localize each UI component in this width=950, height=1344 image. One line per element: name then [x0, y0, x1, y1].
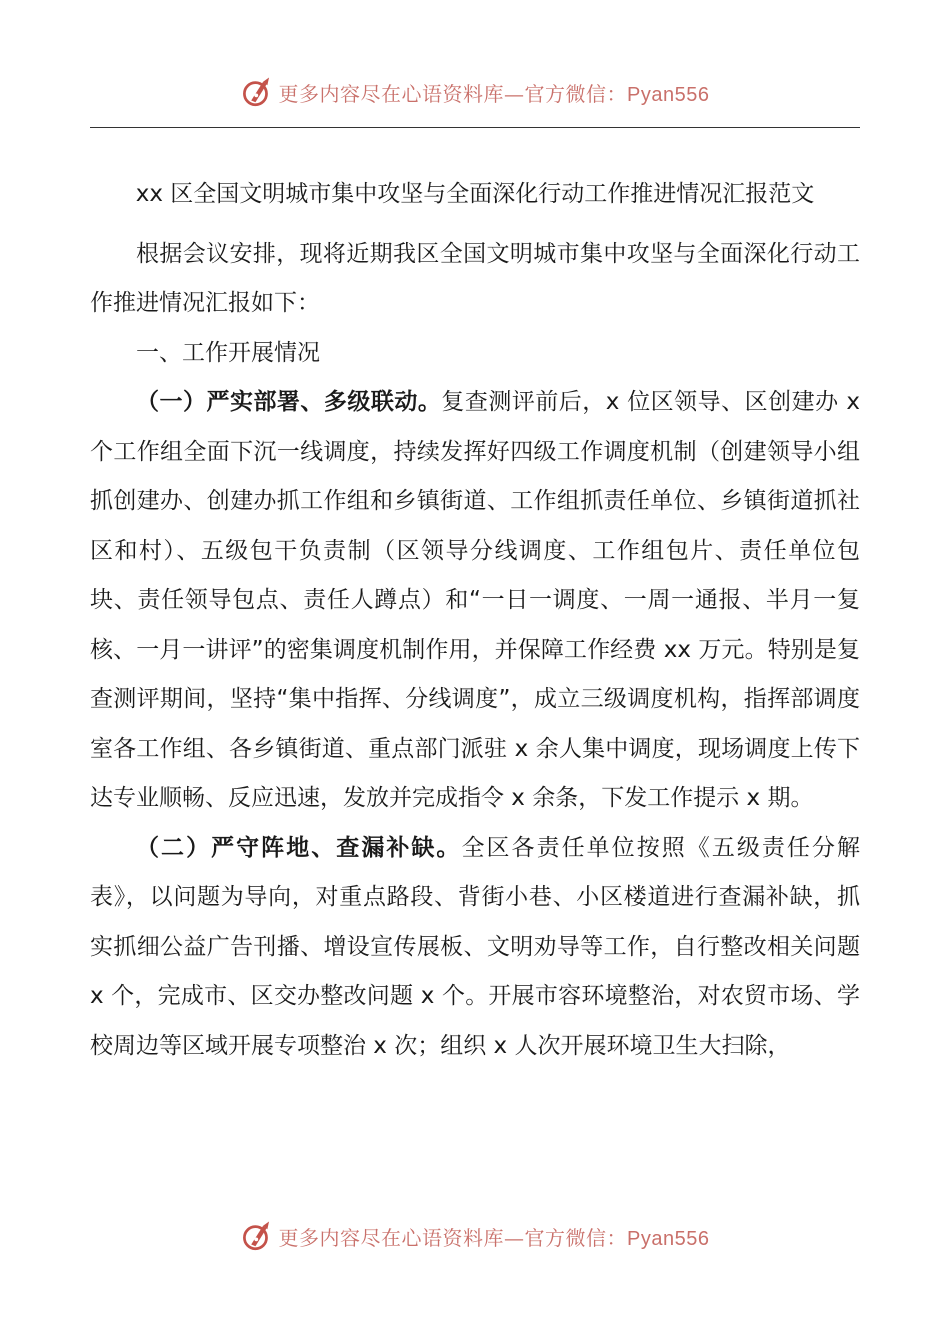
item-1-lead: （一）严实部署、多级联动。	[136, 389, 442, 415]
item-paragraph-1	[90, 378, 860, 824]
pen-nib-circle-icon	[241, 75, 275, 109]
section-heading: 一、工作开展情况	[136, 339, 320, 366]
intro-paragraph: 根据会议安排，现将近期我区全国文明城市集中攻坚与全面深化行动工作推进情况汇报如下：	[90, 240, 860, 316]
document-body	[90, 170, 860, 1071]
watermark-handle: Pyan556	[627, 83, 710, 106]
watermark-handle: Pyan556	[627, 1227, 710, 1250]
watermark-text: 更多内容尽在心语资料库—官方微信：Pyan556	[278, 1225, 710, 1250]
header-divider	[90, 127, 860, 128]
item-2-body: 全区各责任单位按照《五级责任分解表》，以问题为导向，对重点路段、背街小巷、小区楼道进行查漏补缺，抓实抓细公益广告刊播、增设宣传展板、文明劝导等工作，自行整改相关问题 x 个，完成市、区交办整改问题 x 个。开展市容环境整治，对农贸市场、学校周边等区域开展专项整治 x 次；组织 x 人次开展环境卫生大扫除，	[90, 834, 861, 1059]
item-paragraph-2	[90, 824, 860, 1072]
watermark-text: 更多内容尽在心语资料库—官方微信：Pyan556	[278, 81, 710, 106]
pen-nib-circle-icon	[241, 1219, 275, 1253]
item-2-lead: （二）严守阵地、查漏补缺。	[136, 834, 462, 861]
item-1-body: 复查测评前后，x 位区领导、区创建办 x 个工作组全面下沉一线调度，持续发挥好四级工作调度机制（创建领导小组抓创建办、创建办抓工作组和乡镇街道、工作组抓责任单位、乡镇街道抓社区和村）、五级包干负责制（区领导分线调度、工作组包片、责任单位包块、责任领导包点、责任人蹲点）和“一日一调度、一周一通报、半月一复核、一月一讲评”的密集调度机制作用，并保障工作经费 xx 万元。特别是复查测评期间，坚持“集中指挥、分线调度”，成立三级调度机构，指挥部调度室各工作组、各乡镇街道、重点部门派驻 x 余人集中调度，现场调度上传下达专业顺畅、反应迅速，发放并完成指令 x 余条，下发工作提示 x 期。	[90, 389, 860, 811]
document-title: xx 区全国文明城市集中攻坚与全面深化行动工作推进情况汇报范文	[135, 181, 815, 207]
watermark-header	[0, 72, 950, 112]
watermark-footer	[0, 1216, 950, 1256]
